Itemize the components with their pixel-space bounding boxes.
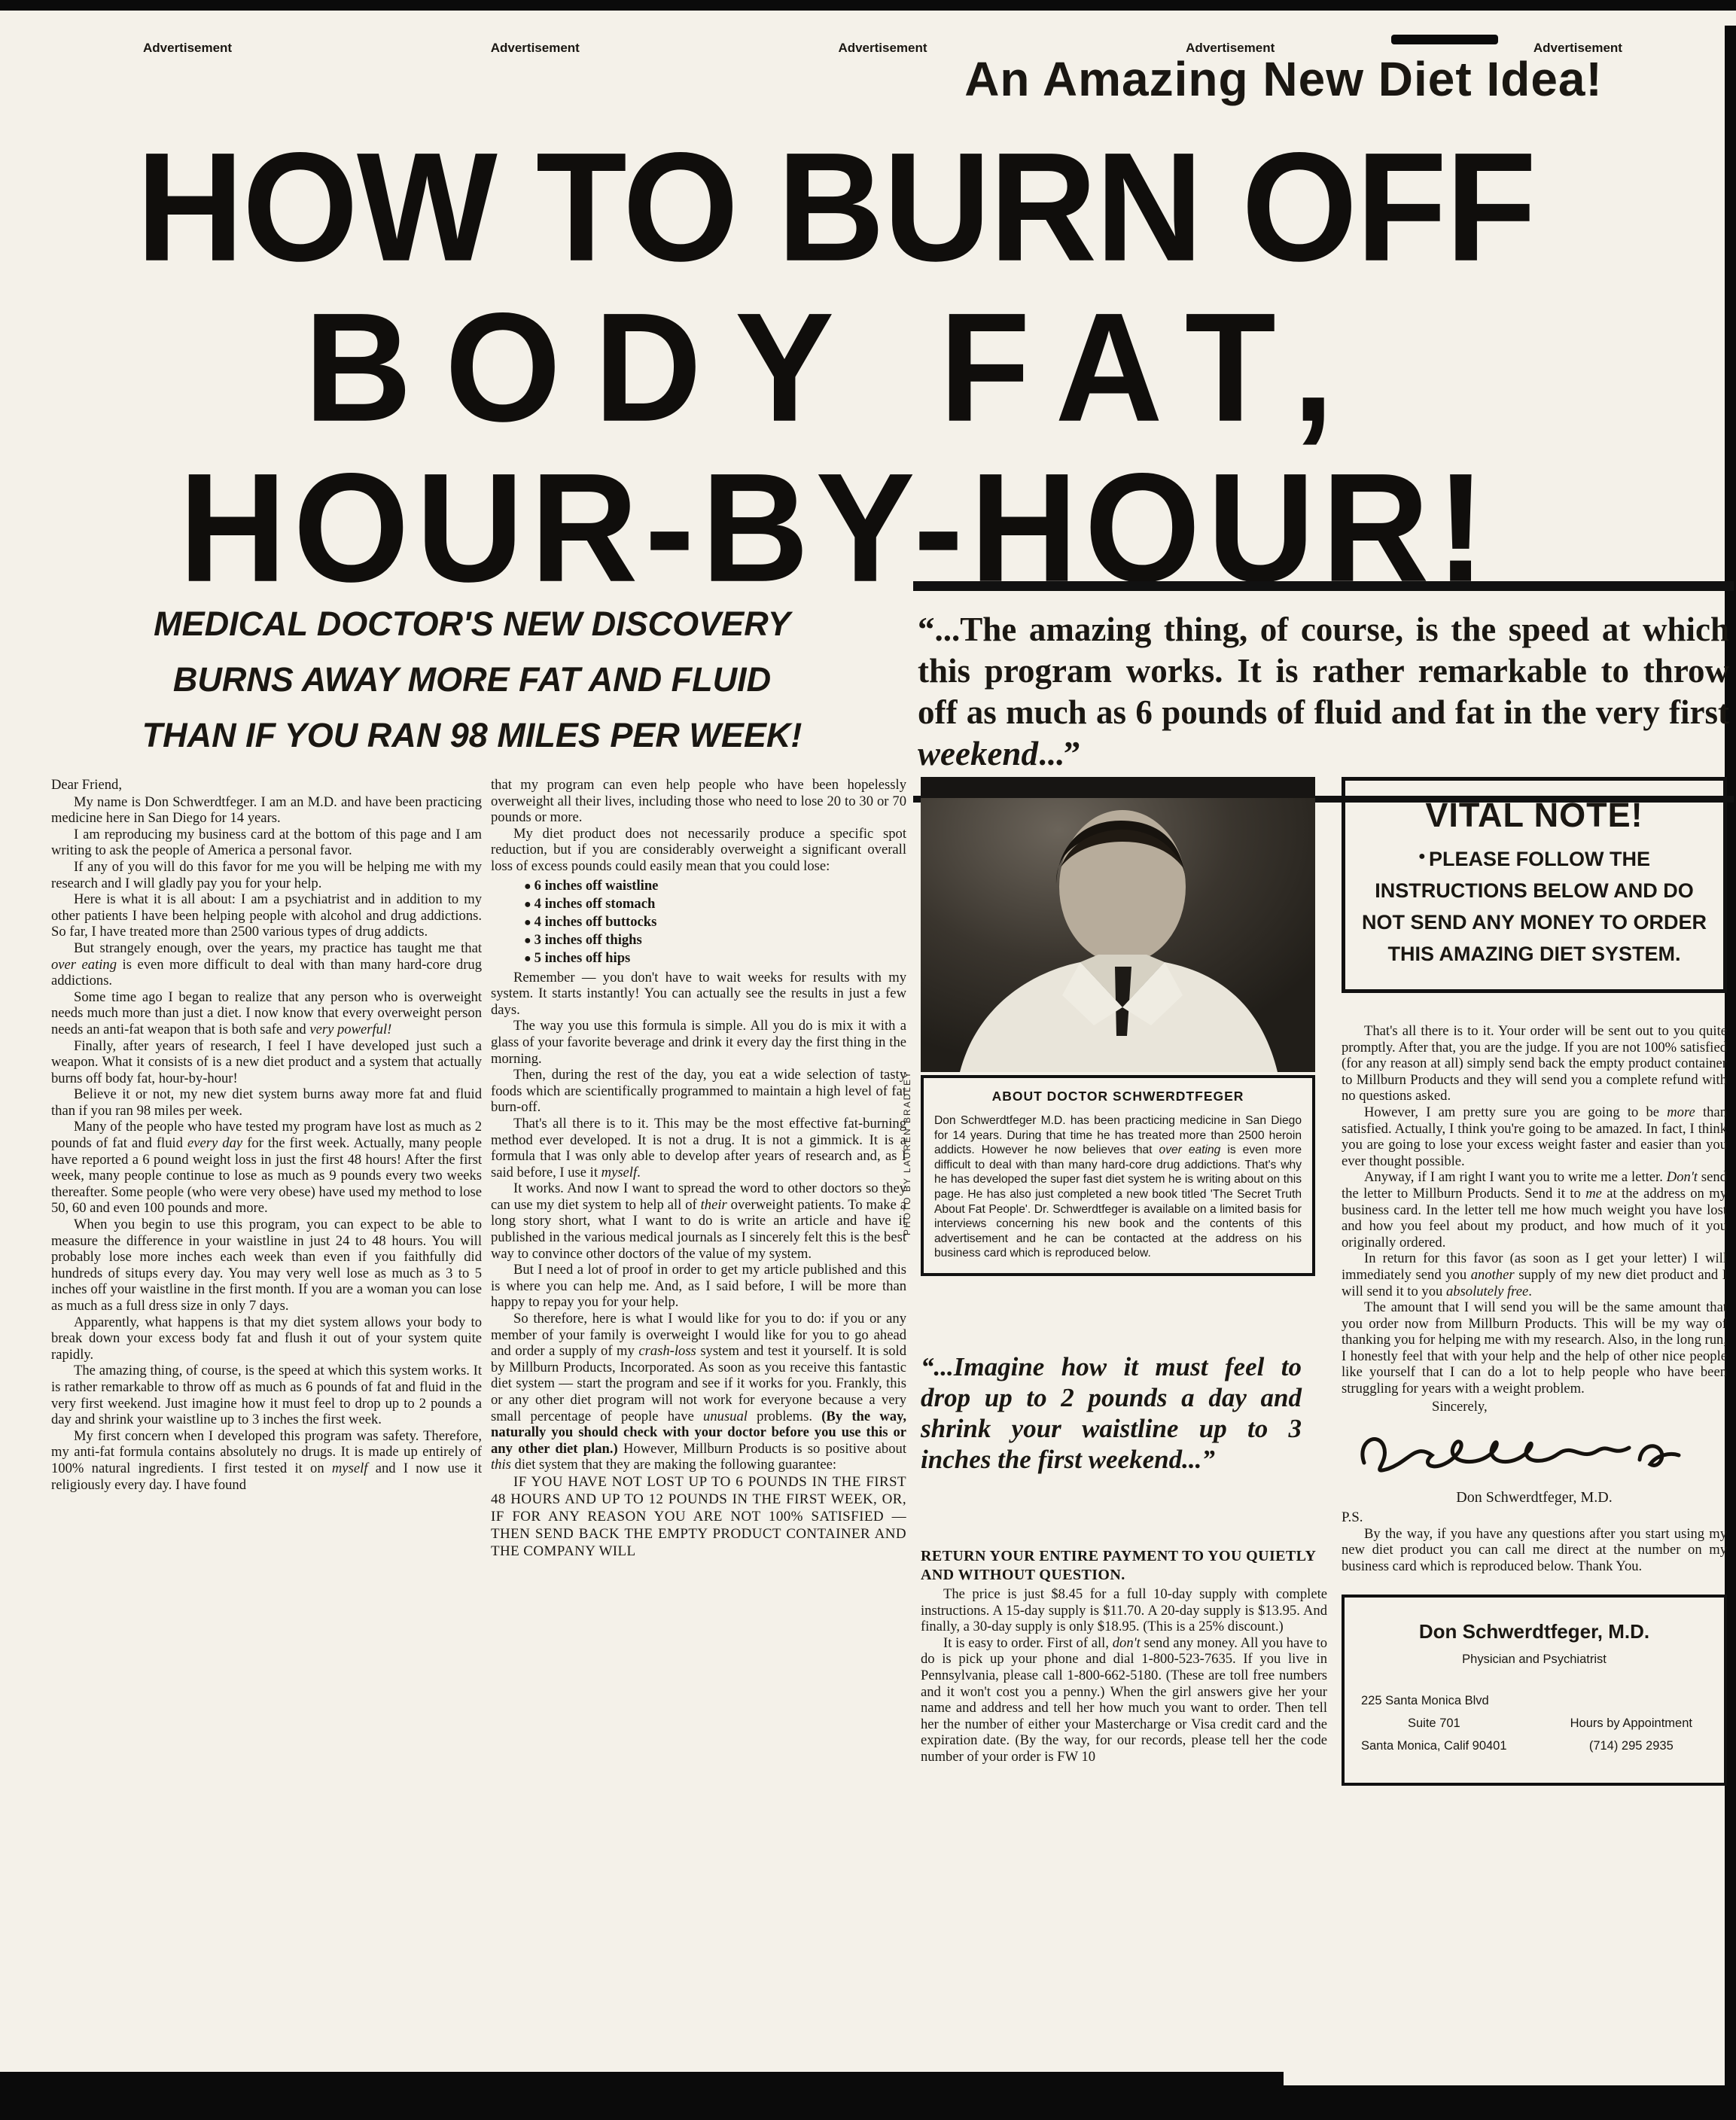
business-card-details <box>1361 1689 1707 1757</box>
testimonial-quote: “...The amazing thing, of course, is the speed at which this program works. It is rather remarkable to throw off as much as 6 pounds of fluid and fat in the very first weekend...” <box>913 581 1734 803</box>
advertisement-label: Advertisement <box>490 41 580 55</box>
benefit-bullet-list <box>491 877 906 967</box>
headline-line-2: BODY FAT, <box>304 280 1367 454</box>
body-paragraph: In return for this favor (as soon as I get your letter) I will immediately send you another supply of my new diet product and I will send it to you absolutely free. <box>1342 1250 1727 1299</box>
headline-line-3: HOUR-BY-HOUR! <box>178 440 1493 614</box>
advertisement-label: Advertisement <box>1186 41 1275 55</box>
body-paragraph: It works. And now I want to spread the word to other doctors so they can use my diet system to help all of their overweight patients. To make a long story short, what I want to do is write an article and have it published in the various medical journals as I sincerely felt this is the best way to convince other doctors of the value of my system. <box>491 1180 906 1262</box>
vital-note-title: VITAL NOTE! <box>1425 796 1643 834</box>
sub-headline-line-3: THAN IF YOU RAN 98 MILES PER WEEK! <box>142 716 803 754</box>
sub-headline-line-1: MEDICAL DOCTOR'S NEW DISCOVERY <box>154 605 790 643</box>
photo-caption-box <box>921 1075 1315 1276</box>
body-paragraph: The amazing thing, of course, is the speed at which this system works. It is rather remarkable to throw off as much as 6 pounds of fat and fluid in the very first weekend. Just imagine how it must feel to drop up to 2 pounds a day and shrink your waistline up to 3 inches the first week. <box>51 1363 482 1428</box>
body-paragraph: Then, during the rest of the day, you eat a wide selection of tasty foods which are scientifically programmed to maintain a high level of fat burn-off. <box>491 1067 906 1116</box>
body-paragraph: Here is what it is all about: I am a psychiatrist and in addition to my other patients I have been helping people with alcohol and drug addictions. So far, I have treated more than 2500 various types of drug addicts. <box>51 891 482 940</box>
body-paragraph: My name is Don Schwerdtfeger. I am an M.D. and have been practicing medicine here in San Diego for 14 years. <box>51 793 482 827</box>
business-card-address <box>1361 1689 1555 1757</box>
address-line: Santa Monica, Calif 90401 <box>1361 1738 1507 1753</box>
business-card-hours: Hours by Appointment <box>1570 1716 1692 1730</box>
body-paragraph: I am reproducing my business card at the bottom of this page and I am writing to ask the people of America a personal favor. <box>51 826 482 859</box>
body-paragraph: Remember — you don't have to wait weeks for results with my system. It starts instantly! You can actually see the results in just a few days. <box>491 969 906 1018</box>
order-paragraphs <box>921 1586 1327 1765</box>
sub-headline <box>69 596 875 763</box>
signature-scrawl <box>1346 1416 1686 1485</box>
order-paragraph: It is easy to order. First of all, don't send any money. All you have to do is pick up your phone and dial 1-800-523-7635. If you live in Pennsylvania, please call 1-800-662-5180. (These are toll free numbers and it won't cost you a penny.) When the girl answers give her your name and address and tell her how much you want to order. Then tell her the number of either your Mastercharge or Visa credit card and the expiration date. (By the way, for our records, please tell her the code number of your order is FW 10 <box>921 1634 1328 1765</box>
printed-name: Don Schwerdtfeger, M.D. <box>1456 1489 1613 1506</box>
business-card-name: Don Schwerdtfeger, M.D. <box>1418 1619 1650 1643</box>
body-paragraph: Believe it or not, my new diet system burns away more fat and fluid than if you ran 98 miles per week. <box>51 1086 482 1119</box>
top-border-bar <box>0 0 1736 11</box>
body-paragraph: My diet product does not necessarily produce a specific spot reduction, but if you are considerably overweight a significant overall loss of excess pounds could easily mean that you could lose: <box>491 825 906 874</box>
business-card-title: Physician and Psychiatrist <box>1462 1652 1607 1666</box>
signature <box>1346 1416 1727 1489</box>
body-paragraph: Anyway, if I am right I want you to write me a letter. Don't send the letter to Millburn Products. Send it to me at the address on my business card. In the letter tell me how much weight you have lost and how you feel about my product, and how much of it you originally ordered. <box>1342 1169 1727 1250</box>
body-column-1 <box>51 777 482 1493</box>
body-paragraph: That's all there is to it. Your order will be sent out to you quite promptly. After that, you are the judge. If you are not 100% satisfied (for any reason at all) simply send back the empty product container to Millburn Products and they will send you a complete refund with no questions asked. <box>1342 1023 1727 1104</box>
headline-line-1: HOW TO BURN OFF <box>136 120 1536 294</box>
body-column-4 <box>1342 777 1727 1786</box>
body-paragraph: But I need a lot of proof in order to get my article published and this is where you can help me. And, as I said before, I will be more than happy to repay you for your help. <box>491 1262 906 1311</box>
pull-quote: “...Imagine how it must feel to drop up to 2 pounds a day and shrink your waistline up to 3 inches the first weekend...” <box>921 1351 1302 1474</box>
caption-title: ABOUT DOCTOR SCHWERDTFEGER <box>991 1089 1244 1104</box>
column-1-paragraphs <box>51 794 482 1494</box>
business-card-phone: (714) 295 2935 <box>1588 1738 1674 1753</box>
ps-paragraph: By the way, if you have any questions after you start using my new diet product you can call me direct at the number on my business card which is reproduced below. Thank You. <box>1342 1525 1727 1575</box>
advertisement-label: Advertisement <box>838 41 927 55</box>
body-paragraph: Finally, after years of research, I feel I have developed just such a weapon. What it consists of is a new diet product and a system that actually burns off body fat, hour-by-hour! <box>51 1037 482 1086</box>
benefit-bullet: ● 6 inches off waistline <box>524 877 906 895</box>
body-paragraph: The way you use this formula is simple. All you do is mix it with a glass of your favorite beverage and drink it every day the first thing in the morning. <box>491 1018 906 1067</box>
body-paragraph: When you begin to use this program, you can expect to be able to measure the difference in your waistline in just 24 to 48 hours. You will probably lose more inches each week than even if you faithfully did hundreds of situps every day. You may very well lose as much as 3 to 5 inches off your waistline in the first month. If you are a woman you can lose as much as a full dress size in only 7 days. <box>51 1217 482 1314</box>
top-tagline: An Amazing New Diet Idea! <box>964 52 1603 106</box>
column-2-paragraphs <box>491 970 906 1473</box>
body-paragraph: But strangely enough, over the years, my practice has taught me that over eating is even more difficult to deal with than many hard-core drug addictions. <box>51 940 482 989</box>
body-paragraph: So therefore, here is what I would like for you to do: if you or any member of your family is overweight I would like for you to go ahead and order a supply of my crash-loss system and test it yourself. It is sold by Millburn Products, Incorporated. As soon as you receive this fantastic diet system — start the program and see if it works for you. Frankly, this or any other diet program will not work for everyone because a very small percentage of people have unusual problems. (By the way, naturally you should check with your doctor before you use this or any other diet plan.) However, Millburn Products is so positive about this diet system that they are making the following guarantee: <box>491 1311 907 1473</box>
business-card-contact <box>1555 1712 1707 1757</box>
order-paragraph: The price is just $8.45 for a full 10-day supply with complete instructions. A 15-day supply is $11.70. A 20-day supply is $13.95. And finally, a 30-day supply is only $18.95. (This is a 25% discount.) <box>921 1585 1327 1635</box>
benefit-bullet: ● 5 inches off hips <box>524 949 906 967</box>
closing-salutation: Sincerely, <box>1432 1398 1488 1415</box>
body-column-2 <box>491 777 906 1560</box>
advertisement-label: Advertisement <box>1533 41 1622 55</box>
business-card <box>1342 1595 1727 1786</box>
ps-label: P.S. <box>1342 1509 1363 1526</box>
body-paragraph: If any of you will do this favor for me you will be helping me with my research and I will gladly pay you for your help. <box>51 858 482 891</box>
doctor-photo <box>921 777 1315 1072</box>
photo-column <box>902 777 1328 1765</box>
body-paragraph: However, I am pretty sure you are going to be more than satisfied. Actually, I think you're going to be amazed. In fact, I think you are going to lose your excess weight faster and easier than you ever thought possible. <box>1342 1104 1727 1169</box>
body-paragraph: My first concern when I developed this program was safety. Therefore, my anti-fat formula contains absolutely no drugs. It is made up entirely of 100% natural ingredients. I first tested it on myself and I now use it religiously every day. I have found <box>51 1427 482 1493</box>
benefit-bullet: ● 3 inches off thighs <box>524 931 906 949</box>
order-section-heading: RETURN YOUR ENTIRE PAYMENT TO YOU QUIETLY AND WITHOUT QUESTION. <box>921 1547 1316 1583</box>
address-line: 225 Santa Monica Blvd <box>1361 1693 1489 1707</box>
benefit-bullet: ● 4 inches off buttocks <box>524 913 906 931</box>
body-paragraph: That's all there is to it. This may be the most effective fat-burning method ever developed. It is not a drug. It is not a gimmick. It is a formula that I was only able to develop after years of research and, as I said before, I use it myself. <box>491 1115 906 1180</box>
bottom-border-bar-step <box>0 2072 1284 2097</box>
body-paragraph: Apparently, what happens is that my diet system allows your body to break down your excess body fat and flush it out of your system quite rapidly. <box>51 1314 482 1363</box>
vital-note-body: ● PLEASE FOLLOW THE INSTRUCTIONS BELOW AND DO NOT SEND ANY MONEY TO ORDER THIS AMAZING DIET SYSTEM. <box>1356 841 1713 970</box>
benefit-bullet: ● 4 inches off stomach <box>524 895 906 913</box>
guarantee-text: IF YOU HAVE NOT LOST UP TO 6 POUNDS IN THE FIRST 48 HOURS AND UP TO 12 POUNDS IN THE FIRST WEEK, OR, IF FOR ANY REASON YOU ARE NOT 100% SATISFIED — THEN SEND BACK THE EMPTY PRODUCT CONTAINER AND THE COMPANY WILL <box>491 1473 906 1559</box>
address-line: Suite 701 <box>1408 1716 1460 1730</box>
order-section <box>921 1547 1327 1765</box>
advertisement-label: Advertisement <box>143 41 233 55</box>
caption-text: Don Schwerdtfeger M.D. has been practicing medicine in San Diego for 14 years. During that time he has treated more than 2500 heroin addicts. However he now believes that over eating is even more difficult to deal with than many hard-core drug addictions. That's why he has developed the super fast diet system he is writing about on this page. He has also just completed a new book titled 'The Secret Truth About Fat People'. Dr. Schwerdtfeger is available on a limited basis for interviews concerning his new book and the contents of this advertisement and he can be contacted at the address on his business card which is reproduced below. <box>934 1114 1302 1260</box>
body-paragraph: Some time ago I began to realize that any person who is overweight needs much more than just a diet. I now know that every overweight person needs an anti-fat weapon that is both safe and very powerful! <box>51 988 482 1037</box>
body-paragraph: Many of the people who have tested my program have lost as much as 2 pounds of fat and fluid every day for the first week. Actually, many people have reported a 6 pound weight loss in just the first 48 hours! After the first week, many people continue to lose as much as 9 pounds every two weeks thereafter. Some people (who were very obese) have used my method to lose 50, 60 and even 100 pounds and more. <box>51 1119 483 1217</box>
sub-headline-line-2: BURNS AWAY MORE FAT AND FLUID <box>172 660 772 699</box>
column-4-paragraphs <box>1342 1023 1727 1397</box>
photo-credit: PHOTO BY LAUREN BRADLEY <box>902 1071 912 1235</box>
main-headline <box>38 120 1634 614</box>
doctor-portrait-illustration <box>921 777 1315 1072</box>
body-paragraph: The amount that I will send you will be the same amount that you order now from Millburn Products. This will be my way of thanking you for helping me with my research. Also, in the long run, I honestly feel that with your help and the help of other nice people like yourself that I can do a lot to help people who have been struggling for years with a weight problem. <box>1342 1299 1727 1397</box>
salutation: Dear Friend, <box>51 777 122 793</box>
body-paragraph: that my program can even help people who have been hopelessly overweight all their lives, including those who need to lose 20 to 30 or 70 pounds or more. <box>491 777 906 826</box>
vital-note-box <box>1342 777 1727 993</box>
